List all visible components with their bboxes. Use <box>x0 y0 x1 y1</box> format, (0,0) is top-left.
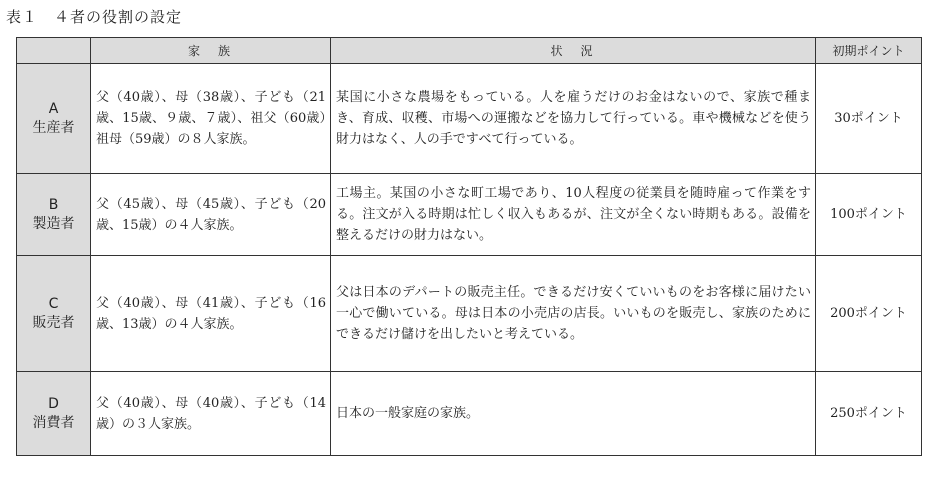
role-name: 生産者 <box>32 119 75 136</box>
table-row <box>17 256 922 372</box>
role-letter: A <box>48 100 59 117</box>
role-letter: B <box>48 196 59 213</box>
role-cell <box>17 256 91 372</box>
roles-table <box>16 37 922 456</box>
role-letter: D <box>48 395 59 412</box>
header-row <box>17 38 922 64</box>
table-caption: 表１ ４者の役割の設定 <box>6 8 183 26</box>
header-situation: 状 況 <box>331 38 816 64</box>
family-cell: 父（40歳）、母（38歳）、子ども（21歳、15歳、９歳、７歳）、祖父（60歳）祖母（59歳）の８人家族。 <box>91 64 331 174</box>
points-cell: 30ポイント <box>816 64 922 174</box>
points-cell: 100ポイント <box>816 174 922 256</box>
situation-cell: 工場主。某国の小さな町工場であり、10人程度の従業員を随時雇って作業をする。注文が入る時期は忙しく収入もあるが、注文が全くない時期もある。設備を整えるだけの財力はない。 <box>331 174 816 256</box>
role-name: 販売者 <box>32 314 75 331</box>
table-row <box>17 174 922 256</box>
situation-cell: 日本の一般家庭の家族。 <box>331 372 816 456</box>
table-row <box>17 372 922 456</box>
family-cell: 父（40歳）、母（40歳）、子ども（14歳）の３人家族。 <box>91 372 331 456</box>
header-points: 初期ポイント <box>816 38 922 64</box>
header-family: 家 族 <box>91 38 331 64</box>
situation-cell: 某国に小さな農場をもっている。人を雇うだけのお金はないので、家族で種まき、育成、収穫、市場への運搬などを協力して行っている。車や機械などを使う財力はなく、人の手ですべて行っている。 <box>331 64 816 174</box>
situation-cell: 父は日本のデパートの販売主任。できるだけ安くていいものをお客様に届けたい一心で働いている。母は日本の小売店の店長。いいものを販売し、家族のためにできるだけ儲けを出したいと考えている。 <box>331 256 816 372</box>
role-name: 消費者 <box>32 414 75 431</box>
family-cell: 父（40歳）、母（41歳）、子ども（16歳、13歳）の４人家族。 <box>91 256 331 372</box>
table-row <box>17 64 922 174</box>
header-corner <box>17 38 91 64</box>
points-cell: 250ポイント <box>816 372 922 456</box>
role-name: 製造者 <box>32 215 75 232</box>
role-letter: C <box>48 295 59 312</box>
role-cell <box>17 372 91 456</box>
role-cell <box>17 64 91 174</box>
family-cell: 父（45歳）、母（45歳）、子ども（20歳、15歳）の４人家族。 <box>91 174 331 256</box>
role-cell <box>17 174 91 256</box>
points-cell: 200ポイント <box>816 256 922 372</box>
